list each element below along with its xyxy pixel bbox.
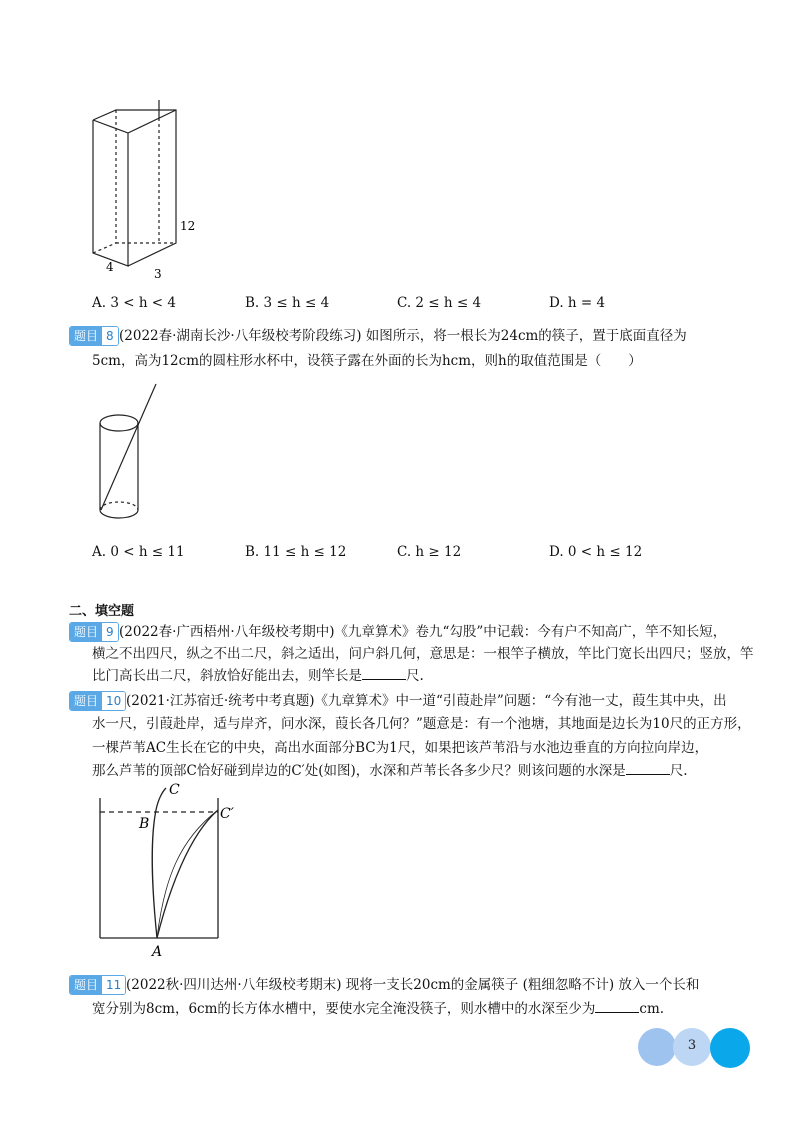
- pond-label-c: C: [169, 782, 180, 798]
- q9-text-line3-b: 尺.: [406, 668, 424, 684]
- pager-circle-right: [710, 1028, 750, 1068]
- q10-text-line2: 水一尺，引葭赴岸，适与岸齐，问水深，葭长各几何？”题意是：有一个池塘，其地面是边长为10尺的正方形，: [92, 716, 751, 732]
- q7-option-c: C. 2 ≤ h ≤ 4: [397, 295, 482, 311]
- q9-text-line2: 横之不出四尺，纵之不出二尺，斜之适出，问户斜几何，意思是：一根竿子横放，竿比门宽长出四尺；竖放，竿: [92, 646, 754, 662]
- q9-text-line1: (2022春·广西梧州·八年级校考期中)《九章算术》卷九“勾股”中记载：今有户不知高广，竿不知长短，: [119, 624, 727, 640]
- prism-label-depth: 3: [154, 267, 162, 281]
- q11-text-line2-b: cm.: [639, 1001, 665, 1017]
- q8-badge-label: 题目: [70, 327, 102, 345]
- q10-text-line3: 一棵芦苇AC生长在它的中央，高出水面部分BC为1尺，如果把该芦苇沿与水池边垂直的方向拉向岸边，: [92, 740, 709, 756]
- q8-badge-number: 8: [102, 327, 118, 345]
- pond-figure: [94, 780, 244, 962]
- q10-text-line4-b: 尺.: [669, 763, 688, 779]
- q11-text-line2-a: 宽分别为8cm，6cm的长方体水槽中，要使水完全淹没筷子，则水槽中的水深至少为: [92, 1001, 596, 1017]
- q9-badge: [69, 622, 119, 642]
- q7-option-a: A. 3 < h < 4: [92, 295, 176, 311]
- prism-label-width: 4: [106, 260, 114, 274]
- q11-text-line2: [92, 1000, 664, 1018]
- q9-badge-label: 题目: [70, 623, 102, 641]
- q8-option-c: C. h ≥ 12: [397, 544, 462, 560]
- q8-option-d: D. 0 < h ≤ 12: [549, 544, 643, 560]
- q11-answer-blank[interactable]: [595, 1000, 639, 1013]
- pond-label-a: A: [152, 944, 163, 960]
- q10-answer-blank[interactable]: [626, 762, 670, 775]
- q9-text-line3: [92, 667, 424, 685]
- q7-option-b: B. 3 ≤ h ≤ 4: [245, 295, 330, 311]
- q11-badge: [69, 975, 126, 995]
- q9-text-line3-a: 比门高长出二尺，斜放恰好能出去，则竿长是: [92, 668, 362, 684]
- pond-label-c-prime: C′: [220, 806, 234, 822]
- q8-text-line2: 5cm，高为12cm的圆柱形水杯中，设筷子露在外面的长为hcm，则h的取值范围是（ ）: [92, 353, 642, 369]
- q11-badge-number: 11: [102, 976, 125, 994]
- q11-badge-label: 题目: [70, 976, 102, 994]
- q9-badge-number: 9: [102, 623, 118, 641]
- q10-badge: [69, 691, 126, 711]
- q9-answer-blank[interactable]: [362, 667, 406, 680]
- q10-text-line1: (2021·江苏宿迁·统考中考真题)《九章算术》中一道“引葭赴岸”问题：“今有池一丈，葭生其中央，出: [126, 693, 727, 709]
- q8-text-line1: (2022春·湖南长沙·八年级校考阶段练习) 如图所示，将一根长为24cm的筷子，置于底面直径为: [119, 328, 687, 344]
- q10-badge-label: 题目: [70, 692, 102, 710]
- q11-text-line1: (2022秋·四川达州·八年级校考期末) 现将一支长20cm的金属筷子 (粗细忽略不计) 放入一个长和: [126, 977, 700, 993]
- section-title: 二、填空题: [69, 604, 135, 619]
- q8-option-b: B. 11 ≤ h ≤ 12: [245, 544, 347, 560]
- cylinder-figure: [96, 382, 166, 528]
- pond-label-b: B: [139, 816, 150, 832]
- q10-text-line4: [92, 762, 688, 780]
- prism-figure: [88, 98, 208, 288]
- prism-label-height: 12: [180, 219, 196, 233]
- page-number: 3: [687, 1038, 697, 1053]
- q8-option-a: A. 0 < h ≤ 11: [92, 544, 185, 560]
- q10-text-line4-a: 那么芦苇的顶部C恰好碰到岸边的C′处(如图)，水深和芦苇长各多少尺？则该问题的水深是: [92, 763, 626, 779]
- q7-option-d: D. h = 4: [549, 295, 606, 311]
- q10-badge-number: 10: [102, 692, 125, 710]
- q8-badge: [69, 326, 119, 346]
- pager-circle-left: [638, 1028, 676, 1066]
